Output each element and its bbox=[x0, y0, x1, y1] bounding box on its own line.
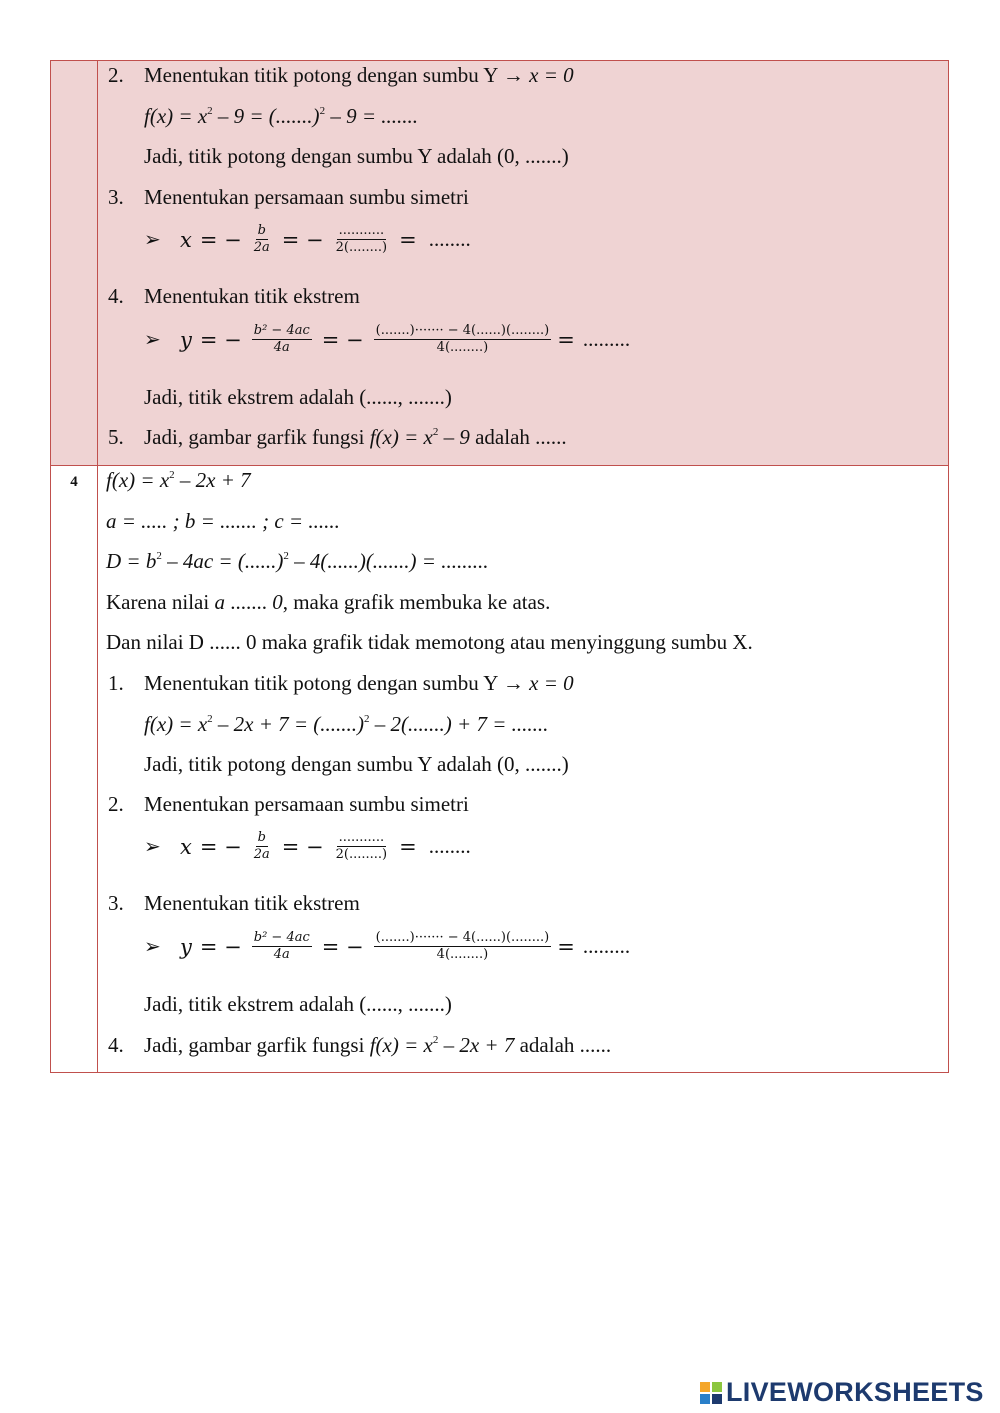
step-1-heading: 1. Menentukan titik potong dengan sumbu Y → x = 0 bbox=[108, 671, 574, 695]
table-row-pink bbox=[51, 61, 948, 465]
coefficients-line: a = ..... ; b = ....... ; c = ...... bbox=[106, 509, 340, 533]
bullet-arrow-icon: ➢ bbox=[144, 936, 161, 958]
logo-text: LIVEWORKSHEETS bbox=[726, 1377, 984, 1407]
row-number bbox=[51, 61, 98, 465]
step-4-formula: ➢ y = − $\frac{\text{b² − 4ac}}{4a}$ = − $\frac{(.......)\cdot\cdot\cdot\cdot\cdot\cdot\cdot - 4(......)(........)}{4(........)}$ = ......... bbox=[144, 323, 631, 355]
fraction: $\frac{\text{b² − 4ac}}{4a}$ bbox=[253, 323, 310, 355]
step-3-heading: 3. Menentukan titik ekstrem bbox=[108, 891, 360, 915]
fraction: $\frac{\text{b² − 4ac}}{4a}$ bbox=[253, 930, 310, 962]
fraction: $\frac{b}{2a}$ bbox=[253, 830, 270, 862]
step-1-result: Jadi, titik potong dengan sumbu Y adalah (0, .......) bbox=[144, 752, 569, 776]
step-2-heading: 2. Menentukan persamaan sumbu simetri bbox=[108, 792, 469, 816]
bullet-arrow-icon: ➢ bbox=[144, 329, 161, 351]
fraction: $\frac{...........}{2(........)}$ bbox=[335, 830, 388, 862]
function-definition: $f(x) = x^2 - 2x + 7$ bbox=[106, 468, 251, 492]
step-2-heading: 2. Menentukan titik potong dengan sumbu Y → x = 0 bbox=[108, 63, 574, 87]
fraction: $\frac{...........}{2(........)}$ bbox=[335, 223, 388, 255]
karena-line: Karena nilai a ....... 0, maka grafik membuka ke atas. bbox=[106, 590, 551, 614]
fraction: $\frac{b}{2a}$ bbox=[253, 223, 270, 255]
step-4-heading: 4. Menentukan titik ekstrem bbox=[108, 284, 360, 308]
step-3-formula: ➢ x = − $\frac{b}{2a}$ = − $\frac{...........}{2(........)}$ = ........ bbox=[144, 223, 471, 255]
step-4-line: 4. Jadi, gambar garfik fungsi $f(x) = x^2 - 2x + 7$ adalah ...... bbox=[108, 1033, 612, 1057]
step-2-equation: $f(x) = x^2 - 9 = (.......)^2 - 9$ = ....... bbox=[144, 104, 418, 128]
step-1-equation: $f(x) = x^2 - 2x + 7 = (.......)^2 - 2(.......) + 7$ = ....... bbox=[144, 712, 549, 736]
fraction: $\frac{(.......)\cdot\cdot\cdot\cdot\cdot\cdot\cdot - 4(......)(........)}{4(........)}$ bbox=[375, 930, 550, 962]
liveworksheets-logo[interactable] bbox=[700, 1377, 984, 1408]
dan-line: Dan nilai D ...... 0 maka grafik tidak memotong atau menyinggung sumbu X. bbox=[106, 630, 753, 654]
bullet-arrow-icon: ➢ bbox=[144, 836, 161, 858]
row-content bbox=[98, 466, 948, 1072]
table-row-4 bbox=[51, 465, 948, 1072]
step-3-heading: 3. Menentukan persamaan sumbu simetri bbox=[108, 185, 469, 209]
row-number: 4 bbox=[51, 466, 98, 1072]
step-4-result: Jadi, titik ekstrem adalah (......, .......) bbox=[144, 385, 452, 409]
step-5-line: 5. Jadi, gambar garfik fungsi $f(x) = x^2 - 9$ adalah ...... bbox=[108, 425, 567, 449]
worksheet-table bbox=[50, 60, 949, 1073]
row-content bbox=[98, 61, 948, 465]
step-3-result: Jadi, titik ekstrem adalah (......, .......) bbox=[144, 992, 452, 1016]
step-2-formula: ➢ x = − $\frac{b}{2a}$ = − $\frac{...........}{2(........)}$ = ........ bbox=[144, 830, 471, 862]
logo-mark-icon bbox=[700, 1382, 722, 1404]
fraction: $\frac{(.......)\cdot\cdot\cdot\cdot\cdot\cdot\cdot - 4(......)(........)}{4(........)}$ bbox=[375, 323, 550, 355]
discriminant-line: $D = b^2 - 4ac = (......)^2 - 4(......)(.......)$ = ......... bbox=[106, 549, 489, 573]
step-3-formula: ➢ y = − $\frac{\text{b² − 4ac}}{4a}$ = − $\frac{(.......)\cdot\cdot\cdot\cdot\cdot\cdot\cdot - 4(......)(........)}{4(........)}$ = ......... bbox=[144, 930, 631, 962]
bullet-arrow-icon: ➢ bbox=[144, 229, 161, 251]
step-2-result: Jadi, titik potong dengan sumbu Y adalah (0, .......) bbox=[144, 144, 569, 168]
